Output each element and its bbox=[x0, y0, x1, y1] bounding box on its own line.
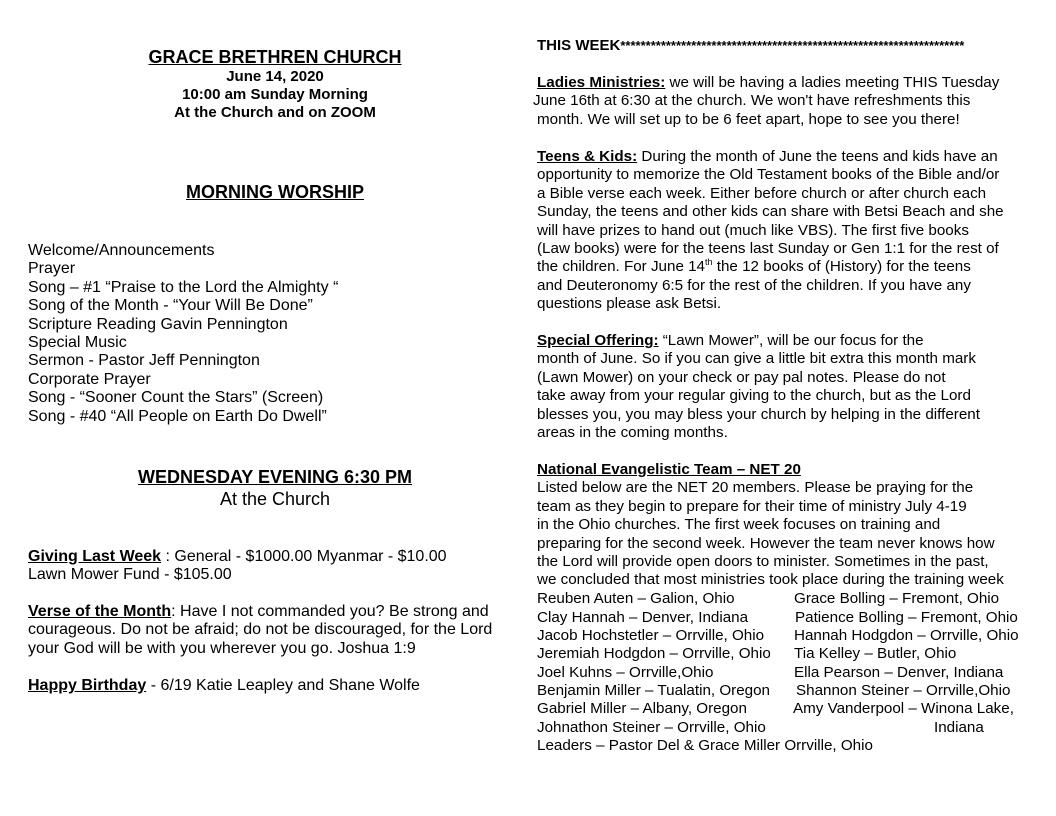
service-item: Song of the Month - “Your Will Be Done” bbox=[28, 297, 313, 315]
giving-label: Giving Last Week bbox=[28, 548, 162, 565]
member-right: Patience Bolling – Fremont, Ohio bbox=[795, 609, 1018, 626]
member-right: Hannah Hodgdon – Orrville, Ohio bbox=[794, 627, 1019, 644]
service-item: Special Music bbox=[28, 334, 127, 352]
teens-label: Teens & Kids: bbox=[537, 148, 638, 165]
member-left: Gabriel Miller – Albany, Oregon bbox=[537, 700, 747, 717]
member-left: Clay Hannah – Denver, Indiana bbox=[537, 609, 749, 626]
member-left: Reuben Auten – Galion, Ohio bbox=[537, 590, 735, 607]
member-right: Grace Bolling – Fremont, Ohio bbox=[794, 590, 1000, 607]
lawn-mower-fund: Lawn Mower Fund - $105.00 bbox=[28, 566, 232, 584]
service-item: Song – #1 “Praise to the Lord the Almighty “ bbox=[28, 278, 339, 296]
worship-heading: MORNING WORSHIP bbox=[186, 182, 364, 202]
member-left: Johnathon Steiner – Orrville, Ohio bbox=[537, 719, 766, 736]
member-right: Amy Vanderpool – Winona Lake, bbox=[793, 700, 1014, 717]
verse-label: Verse of the Month bbox=[28, 603, 172, 620]
member-left: Joel Kuhns – Orrville,Ohio bbox=[537, 664, 714, 681]
service-item: Scripture Reading Gavin Pennington bbox=[28, 315, 288, 333]
service-item: Sermon - Pastor Jeff Pennington bbox=[28, 352, 260, 370]
birthday-label: Happy Birthday bbox=[28, 677, 147, 694]
this-week-heading: THIS WEEK******************************************************************** bbox=[537, 37, 965, 54]
church-name: GRACE BRETHREN CHURCH bbox=[148, 47, 402, 67]
member-right: Indiana bbox=[934, 719, 984, 736]
verse-of-month: Verse of the Month: Have I not commanded you? Be strong and courageous. Do not be afraid; do not be discouraged, for the Lord your God will be with you wherever you go. Joshua 1:9 bbox=[28, 603, 493, 657]
service-item: Song - “Sooner Count the Stars” (Screen) bbox=[28, 389, 324, 407]
teens-and-kids: Teens & Kids: During the month of June the teens and kids have an opportunity to memorize the Old Testament books of the Bible and/or a Bible verse each week. Either before church or after church each Sunday, the teens and other kids can share with Betsi Beach and she will have prizes to hand out (much like VBS). The first five books (Law books) were for the teens last Sunday or Gen 1:1 for the rest of the children. For June 14th the 12 books of (History) for the teens and Deuteronomy 6:5 for the rest of the children. If you have any questions please ask Betsi. bbox=[537, 148, 1004, 313]
member-right: Ella Pearson – Denver, Indiana bbox=[794, 664, 1004, 681]
member-left: Benjamin Miller – Tualatin, Oregon bbox=[537, 682, 770, 699]
member-left: Jacob Hochstetler – Orrville, Ohio bbox=[537, 627, 765, 644]
ladies-label: Ladies Ministries: bbox=[537, 74, 666, 91]
net-heading: National Evangelistic Team – NET 20 bbox=[537, 461, 801, 478]
special-offering: Special Offering: “Lawn Mower”, will be our focus for the month of June. So if you can give a little bit extra this month mark (Lawn Mower) on your check or pay pal notes. Please do not take away from your regular giving to the church, but as the Lord blesses you, you may bless your church by helping in the different areas in the coming months. bbox=[537, 332, 980, 442]
member-left: Jeremiah Hodgdon – Orrville, Ohio bbox=[537, 645, 771, 662]
net-20-section: National Evangelistic Team – NET 20 Listed below are the NET 20 members. Please be praying for the team as they begin to prepare for their time of ministry July 4-19 in the Ohio churches. The first week focuses on training and preparing for the second week. However the team never knows how the Lord will provide open doors to minister. Sometimes in the past, we concluded that most ministries took place during the training week bbox=[537, 461, 1004, 589]
ladies-ministries: Ladies Ministries: we will be having a ladies meeting THIS Tuesday June 16th at 6:30 at the church. We won't have refreshments this month. We will set up to be 6 feet apart, hope to see you there! bbox=[533, 74, 1000, 128]
service-date: June 14, 2020 bbox=[226, 68, 324, 85]
order-of-service bbox=[28, 242, 338, 426]
giving-last-week bbox=[28, 548, 447, 585]
giving-amounts: : General - $1000.00 Myanmar - $10.00 bbox=[161, 548, 447, 565]
service-time: 10:00 am Sunday Morning bbox=[182, 86, 368, 103]
offering-label: Special Offering: bbox=[537, 332, 659, 349]
member-right: Shannon Steiner – Orrville,Ohio bbox=[796, 682, 1011, 699]
member-right: Tia Kelley – Butler, Ohio bbox=[794, 645, 957, 662]
service-item: Welcome/Announcements bbox=[28, 242, 215, 259]
service-item: Song - #40 “All People on Earth Do Dwell” bbox=[28, 407, 327, 425]
wednesday-location: At the Church bbox=[219, 489, 331, 509]
happy-birthday: Happy Birthday - 6/19 Katie Leapley and Shane Wolfe bbox=[28, 677, 420, 694]
service-item: Corporate Prayer bbox=[28, 370, 151, 388]
service-location: At the Church and on ZOOM bbox=[174, 104, 376, 121]
stars-divider: ******************************************************************** bbox=[620, 38, 965, 53]
wednesday-heading: WEDNESDAY EVENING 6:30 PM bbox=[137, 467, 413, 487]
service-item: Prayer bbox=[28, 260, 76, 278]
net-leaders: Leaders – Pastor Del & Grace Miller Orrville, Ohio bbox=[537, 737, 873, 754]
